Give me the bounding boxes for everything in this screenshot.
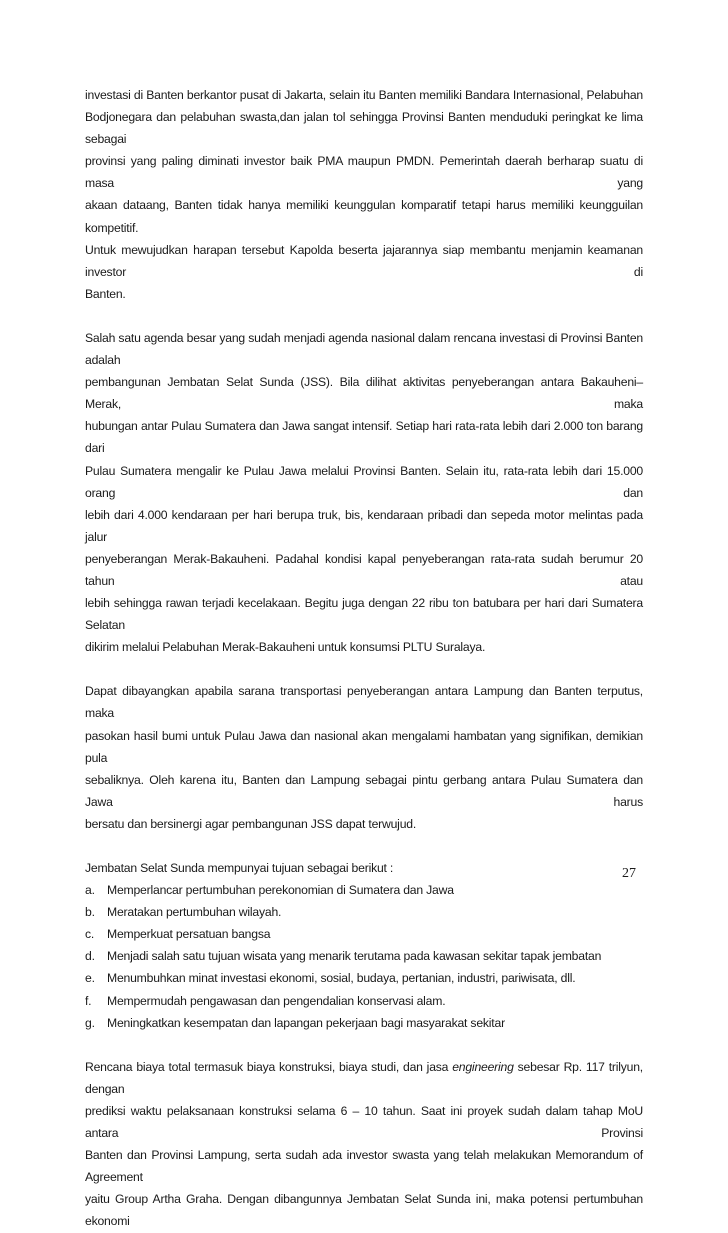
list-item <box>85 879 643 901</box>
list-text: Meratakan pertumbuhan wilayah. <box>107 905 282 920</box>
objectives-list <box>85 879 643 1034</box>
list-intro: Jembatan Selat Sunda mempunyai tujuan sebagai berikut : <box>85 861 394 875</box>
paragraph-4 <box>85 1056 643 1233</box>
list-text: Mempermudah pengawasan dan pengendalian konservasi alam. <box>107 993 446 1008</box>
list-text: Memperlancar pertumbuhan perekonomian di Sumatera dan Jawa <box>107 883 454 898</box>
list-item <box>85 967 643 989</box>
document-page <box>85 84 643 1233</box>
text-line <box>85 1056 643 1100</box>
list-item <box>85 990 643 1012</box>
text-line: sebaliknya. Oleh karena itu, Banten dan Lampung sebagai pintu gerbang antara Pulau Sumatera dan Jawa harus <box>85 772 643 809</box>
text-line: lebih sehingga rawan terjadi kecelakaan. Begitu juga dengan 22 ribu ton batubara per hari dari Sumatera Selatan <box>85 596 643 633</box>
list-item <box>85 923 643 945</box>
list-marker: a. <box>85 883 95 898</box>
list-text: Menumbuhkan minat investasi ekonomi, sosial, budaya, pertanian, industri, pariwisata, dll. <box>107 971 576 986</box>
text-line-last: Banten. <box>85 286 126 301</box>
list-marker: f. <box>85 993 92 1008</box>
text-line: yaitu Group Artha Graha. Dengan dibangunnya Jembatan Selat Sunda ini, maka potensi pertumbuhan ekonomi <box>85 1192 643 1229</box>
text-line: penyeberangan Merak-Bakauheni. Padahal kondisi kapal penyeberangan rata-rata sudah berumur 20 tahun atau <box>85 551 643 588</box>
paragraph-2 <box>85 327 643 658</box>
list-item <box>85 901 643 923</box>
text-run: sebesar Rp. 117 trilyun, dengan <box>85 1059 643 1096</box>
text-line: Banten dan Provinsi Lampung, serta sudah ada investor swasta yang telah melakukan Memorandum of Agreement <box>85 1148 643 1185</box>
list-marker: g. <box>85 1015 95 1030</box>
text-line: Salah satu agenda besar yang sudah menjadi agenda nasional dalam rencana investasi di Provinsi Banten adalah <box>85 330 643 368</box>
paragraph-1 <box>85 84 643 305</box>
text-line-last: dikirim melalui Pelabuhan Merak-Bakauheni untuk konsumsi PLTU Suralaya. <box>85 640 486 655</box>
text-line: prediksi waktu pelaksanaan konstruksi selama 6 – 10 tahun. Saat ini proyek sudah dalam tahap MoU antara Provinsi <box>85 1103 643 1141</box>
list-item <box>85 1012 643 1034</box>
italic-term: engineering <box>452 1059 514 1074</box>
text-line: lebih dari 4.000 kendaraan per hari berupa truk, bis, kendaraan pribadi dan sepeda motor melintas pada jalur <box>85 507 643 544</box>
list-text: Menjadi salah satu tujuan wisata yang menarik terutama pada kawasan sekitar tapak jembatan <box>107 949 602 964</box>
list-marker: d. <box>85 949 95 964</box>
text-line: hubungan antar Pulau Sumatera dan Jawa sangat intensif. Setiap hari rata-rata lebih dari 2.000 ton barang dari <box>85 419 643 456</box>
paragraph-3 <box>85 680 643 835</box>
list-text: Meningkatkan kesempatan dan lapangan pekerjaan bagi masyarakat sekitar <box>107 1015 505 1030</box>
text-line: investasi di Banten berkantor pusat di Jakarta, selain itu Banten memiliki Bandara Internasional, Pelabuhan <box>85 88 643 102</box>
page-number: 27 <box>622 866 636 881</box>
list-item <box>85 945 643 967</box>
text-line: akaan dataang, Banten tidak hanya memiliki keunggulan komparatif tetapi harus memiliki keungguilan kompetitif. <box>85 198 643 235</box>
text-line: Pulau Sumatera mengalir ke Pulau Jawa melalui Provinsi Banten. Selain itu, rata-rata lebih dari 15.000 orang dan <box>85 463 643 500</box>
list-text: Memperkuat persatuan bangsa <box>107 927 271 942</box>
list-marker: e. <box>85 971 95 986</box>
text-run: Rencana biaya total termasuk biaya konstruksi, biaya studi, dan jasa <box>85 1059 453 1074</box>
text-line: Bodjonegara dan pelabuhan swasta,dan jalan tol sehingga Provinsi Banten menduduki peringkat ke lima sebagai <box>85 110 643 147</box>
list-marker: c. <box>85 927 95 942</box>
text-line-last: bersatu dan bersinergi agar pembangunan JSS dapat terwujud. <box>85 816 417 831</box>
text-line: Untuk mewujudkan harapan tersebut Kapolda beserta jajarannya siap membantu menjamin keamanan investor di <box>85 242 643 279</box>
list-marker: b. <box>85 905 95 920</box>
text-line: pasokan hasil bumi untuk Pulau Jawa dan nasional akan mengalami hambatan yang signifikan, demikian pula <box>85 728 643 765</box>
text-line: pembangunan Jembatan Selat Sunda (JSS). Bila dilihat aktivitas penyeberangan antara Bakauheni–Merak, maka <box>85 375 643 412</box>
text-line: provinsi yang paling diminati investor baik PMA maupun PMDN. Pemerintah daerah berharap suatu di masa yang <box>85 154 643 191</box>
text-line: Dapat dibayangkan apabila sarana transportasi penyeberangan antara Lampung dan Banten terputus, maka <box>85 684 643 721</box>
